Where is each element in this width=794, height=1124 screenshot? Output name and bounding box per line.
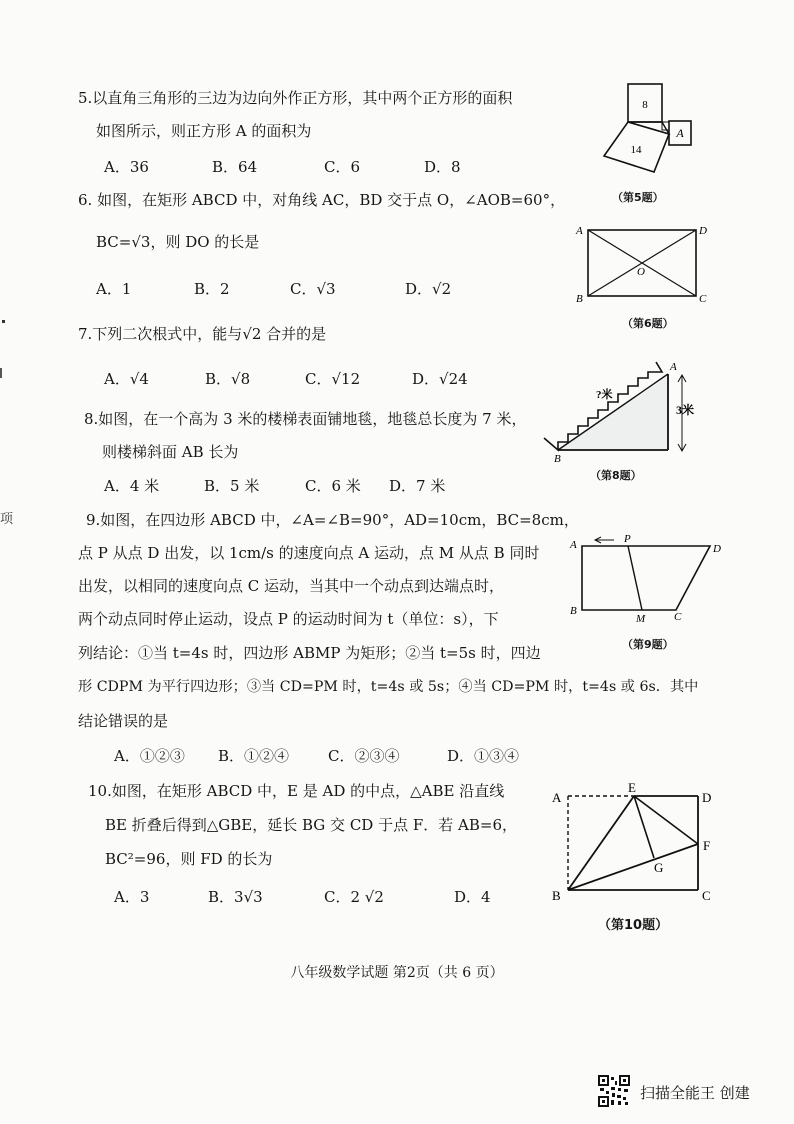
option-d[interactable]: D．7 米: [389, 477, 446, 495]
option-d[interactable]: D．①③④: [447, 747, 520, 765]
margin-text: 项: [0, 512, 14, 527]
label-p: P: [624, 533, 631, 545]
label-a: A: [576, 225, 583, 237]
margin-mark: [0, 368, 8, 378]
label-a: A: [670, 361, 677, 373]
option-c[interactable]: C．2 √2: [324, 888, 384, 906]
figure-caption: （第9题）: [622, 638, 674, 651]
option-a[interactable]: A．1: [96, 280, 132, 298]
option-b[interactable]: B．2: [194, 280, 230, 298]
label-d: D: [699, 225, 707, 237]
question-text-line: BC=√3，则 DO 的长是: [96, 233, 260, 251]
option-a[interactable]: A．3: [114, 888, 150, 906]
figure-caption: （第10题）: [598, 918, 669, 933]
option-b[interactable]: B．①②④: [218, 747, 290, 765]
question-text-line: 6. 如图，在矩形 ABCD 中，对角线 AC，BD 交于点 O，∠AOB=60°，: [78, 191, 566, 209]
label-a: A: [570, 539, 577, 551]
question-text-line: 如图所示，则正方形 A 的面积为: [96, 122, 312, 140]
option-a[interactable]: A．①②③: [114, 747, 185, 765]
label-14: 14: [630, 144, 642, 156]
label-e: E: [628, 780, 636, 795]
figure-squares: [596, 80, 700, 182]
label-c: C: [702, 888, 711, 903]
option-c[interactable]: C．√12: [305, 370, 361, 388]
page-footer: 八年级数学试题 第2页（共 6 页）: [290, 965, 504, 981]
figure-fold-rectangle: [546, 778, 726, 908]
qr-code-icon: [598, 1075, 630, 1107]
question-text-line: 10.如图，在矩形 ABCD 中，E 是 AD 的中点，△ABE 沿直线: [88, 782, 505, 800]
question-text-line: BE 折叠后得到△GBE，延长 BG 交 CD 于点 F．若 AB=6，: [105, 816, 518, 834]
option-c[interactable]: C．6 米: [305, 477, 361, 495]
option-a[interactable]: A．4 米: [104, 477, 160, 495]
question-text-line: 8.如图，在一个高为 3 米的楼梯表面铺地毯，地毯总长度为 7 米，: [84, 410, 527, 428]
figure-caption: （第8题）: [590, 469, 642, 482]
option-d[interactable]: D．8: [424, 158, 461, 176]
label-unknown-length: ?米: [596, 389, 613, 401]
option-d[interactable]: D．√24: [412, 370, 468, 388]
label-height: 3米: [676, 403, 695, 417]
option-b[interactable]: B．64: [212, 158, 258, 176]
question-text-line: 出发，以相同的速度向点 C 运动，当其中一个动点到达端点时，: [78, 577, 505, 595]
option-c[interactable]: C．6: [324, 158, 361, 176]
question-text-line: 列结论：①当 t=4s 时，四边形 ABMP 为矩形；②当 t=5s 时，四边: [78, 644, 541, 662]
question-text-line: 形 CDPM 为平行四边形；③当 CD=PM 时，t=4s 或 5s；④当 CD=PM 时，t=4s 或 6s．其中: [78, 679, 699, 695]
question-text-line: 5.以直角三角形的三边为边向外作正方形，其中两个正方形的面积: [78, 89, 513, 107]
question-text-line: 两个动点同时停止运动，设点 P 的运动时间为 t（单位：s），下: [78, 610, 499, 628]
option-a[interactable]: A．36: [104, 158, 149, 176]
label-b: B: [570, 605, 577, 617]
label-d: D: [713, 543, 721, 555]
label-o: O: [637, 266, 645, 278]
label-f: F: [703, 838, 711, 853]
figure-staircase: [538, 358, 698, 464]
figure-rectangle-abcd: [568, 220, 708, 306]
option-d[interactable]: D．√2: [405, 280, 452, 298]
question-text-line: 点 P 从点 D 出发，以 1cm/s 的速度向点 A 运动，点 M 从点 B 同时: [78, 544, 540, 562]
option-b[interactable]: B．3√3: [208, 888, 263, 906]
label-c: C: [674, 611, 682, 622]
label-d: D: [702, 790, 712, 805]
figure-caption: （第6题）: [622, 317, 674, 330]
option-c[interactable]: C．√3: [290, 280, 336, 298]
label-8: 8: [642, 99, 648, 111]
question-text-line: 则楼梯斜面 AB 长为: [102, 443, 239, 461]
question-text-line: 7.下列二次根式中，能与√2 合并的是: [78, 325, 327, 343]
question-text-line: 9.如图，在四边形 ABCD 中，∠A=∠B=90°，AD=10cm，BC=8cm，: [86, 511, 579, 529]
label-a: A: [552, 790, 562, 805]
label-a: A: [676, 126, 684, 140]
option-d[interactable]: D．4: [454, 888, 491, 906]
label-m: M: [636, 613, 646, 622]
figure-caption: （第5题）: [612, 191, 664, 204]
option-b[interactable]: B．5 米: [204, 477, 260, 495]
label-b: B: [576, 293, 583, 305]
margin-dot: [2, 320, 5, 323]
label-b: B: [552, 888, 561, 903]
option-c[interactable]: C．②③④: [328, 747, 400, 765]
label-g: G: [654, 860, 664, 875]
scanner-watermark: 扫描全能王 创建: [640, 1084, 750, 1102]
option-b[interactable]: B．√8: [205, 370, 251, 388]
label-c: C: [699, 293, 707, 305]
question-text-line: BC²=96，则 FD 的长为: [105, 850, 273, 868]
option-a[interactable]: A．√4: [104, 370, 149, 388]
figure-quadrilateral-abcd: [566, 530, 730, 622]
label-b: B: [554, 453, 561, 464]
question-text-line: 结论错误的是: [78, 712, 169, 730]
